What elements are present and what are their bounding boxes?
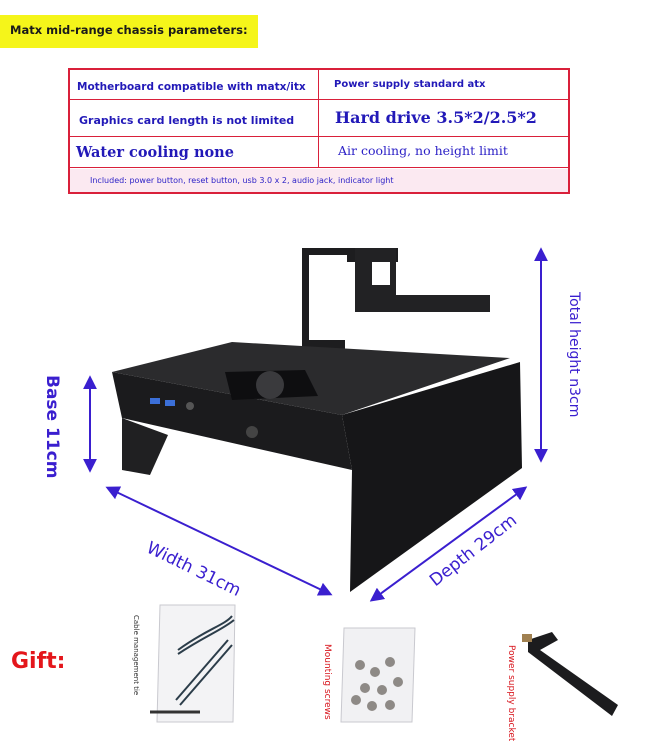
spec-air-cooling: Air cooling, no height limit	[338, 143, 508, 158]
cable-ties-image	[150, 605, 235, 722]
bracket-label: Power supply bracket	[506, 645, 516, 741]
depth-label: Depth 29cm	[426, 510, 521, 591]
banner-title: Matx mid-range chassis parameters:	[10, 23, 248, 37]
screws-label: Mounting screws	[322, 644, 332, 720]
cable-label: Cable management tie	[132, 615, 140, 696]
gpu-bracket	[302, 248, 490, 360]
gift-heading: Gift:	[11, 649, 66, 674]
height-label: Total height n3cm	[566, 292, 582, 418]
spec-motherboard: Motherboard compatible with matx/itx	[77, 81, 306, 93]
spec-included: Included: power button, reset button, usb 3.0 x 2, audio jack, indicator light	[90, 176, 394, 185]
screws-image	[341, 628, 415, 722]
spec-graphics-card: Graphics card length is not limited	[79, 114, 295, 127]
width-label: Width 31cm	[143, 538, 244, 601]
base-label: Base 11cm	[42, 375, 62, 479]
spec-water-cooling: Water cooling none	[76, 144, 234, 161]
psu-bracket-image	[522, 632, 618, 716]
spec-hard-drive: Hard drive 3.5*2/2.5*2	[335, 108, 537, 127]
spec-power-supply: Power supply standard atx	[334, 79, 486, 90]
